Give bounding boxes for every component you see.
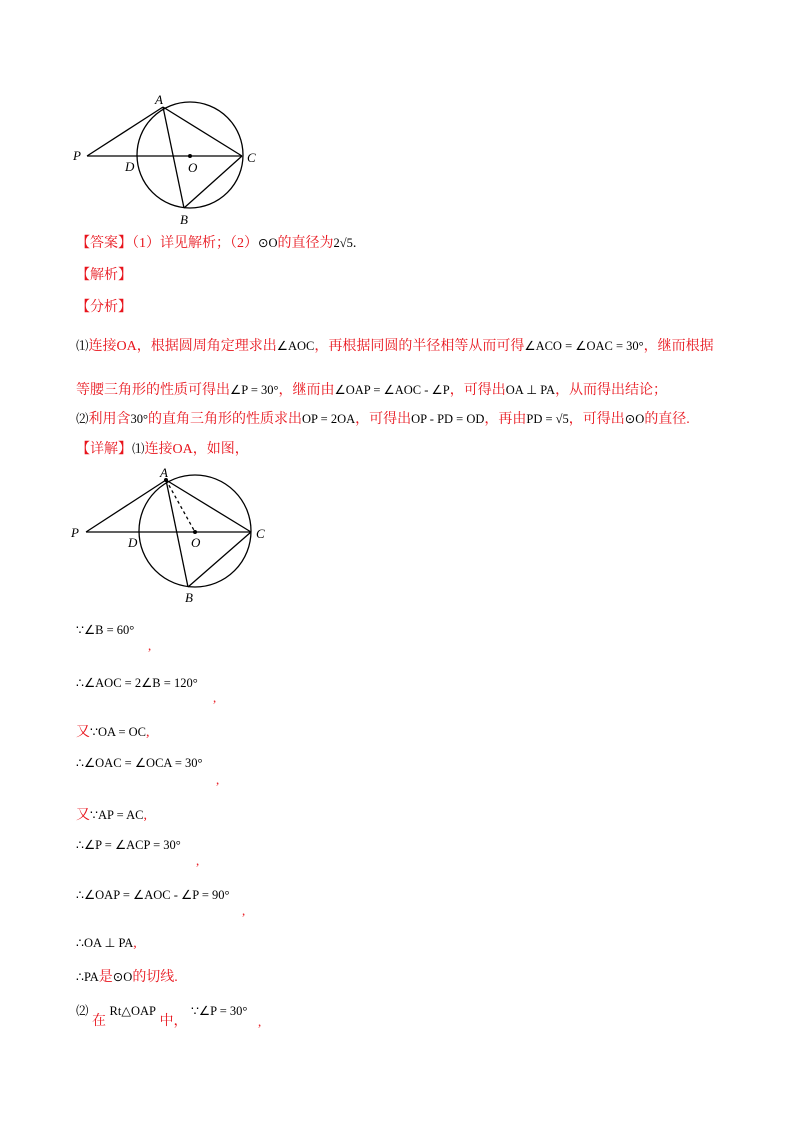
answer-line [76,232,356,252]
step-6-comma: , [196,853,200,868]
analysis-2-text-2: ，继而由 [278,383,335,398]
label-b: B [185,590,193,605]
step-math: ∴∠OAC = ∠OCA = 30° [76,756,203,770]
analysis-3-text-4: ，再由 [484,412,527,427]
part2-text-2: 中， [159,1014,188,1029]
analysis-3-text-2: 的直角三角形的性质求出 [148,412,303,427]
analysis-1-number: ⑴ [76,339,89,353]
figure-2 [68,465,268,605]
center-point [188,154,192,158]
analysis-2-text-3: ，可得出 [449,383,506,398]
conclusion-text-1: 是 [98,970,113,985]
step-2-comma: , [213,690,217,705]
step-math: ∵∠B = 60° [76,623,135,637]
line-pa [86,480,166,532]
analysis-3-text-6: 的直径. [644,412,690,427]
step-math: ∴∠P = ∠ACP = 30° [76,838,181,852]
part2-math-2: ∵∠P = 30° [190,1004,248,1018]
jiexi-tag: 【解析】 [76,268,132,283]
analysis-3-math-3: OP - PD = OD [411,412,485,426]
step-6 [76,837,181,854]
step-math: ∴∠AOC = 2∠B = 120° [76,676,198,690]
analysis-1-math-1: ∠AOC [276,339,315,353]
analysis-1-text-3: ，继而根据 [643,339,714,354]
label-c: C [247,150,256,165]
answer-text-1: （1）详见解析；（2） [132,236,258,251]
step-3 [76,721,149,741]
circle-symbol-icon: ⊙ [624,412,636,426]
step-math: ∴∠OAP = ∠AOC - ∠P = 90° [76,888,230,902]
analysis-2-math-3: OA ⊥ PA [505,383,556,397]
step-suffix: , [143,808,147,823]
center-point [193,530,197,534]
analysis-line-3 [76,408,690,428]
step-7 [76,887,230,904]
detail-number: ⑴ [132,442,145,456]
step-math: ∵AP = AC [90,808,144,822]
label-o: O [188,160,198,175]
part2-number: ⑵ [76,1004,89,1018]
geometry-diagram-1 [70,92,260,228]
step-prefix: 又 [76,725,90,740]
answer-value: 2√5 [333,236,353,250]
circle-name: O [123,970,133,984]
circle-symbol-icon: ⊙ [258,236,269,250]
detail-text: 连接OA，如图， [144,442,249,457]
label-p: P [71,525,79,540]
label-a: A [160,465,168,480]
analysis-2-text-1: 等腰三角形的性质可得出 [76,383,230,398]
circle-name: O [635,412,645,426]
line-ac [166,480,251,532]
line-ab [166,480,188,587]
step-math: ∵OA = OC [90,725,146,739]
line-ac [163,107,242,156]
analysis-1-text-2: ，再根据同圆的半径相等从而可得 [314,339,525,354]
answer-text-2: 的直径为 [277,236,334,251]
step-2 [76,675,198,692]
analysis-3-number: ⑵ [76,412,89,426]
analysis-3-text-1: 利用含 [88,412,131,427]
step-4 [76,755,203,772]
step-4-comma: , [216,772,220,787]
analysis-line-2 [76,379,667,399]
label-d: D [128,535,138,550]
detail-line [76,438,249,458]
analysis-1-text-1: 连接OA，根据圆周角定理求出 [88,339,277,354]
step-1-comma: , [148,638,152,653]
figure-1 [70,92,260,228]
analysis-3-math-1: 30° [130,412,149,426]
part2-text-1: 在 [92,1014,107,1029]
step-1 [76,622,134,639]
step-suffix: , [145,725,150,740]
analysis-3-math-4: PD = √5 [526,412,569,426]
part2-line [76,1000,248,1029]
label-o: O [191,535,201,550]
label-b: B [180,212,188,227]
analysis-2-math-2: ∠OAP = ∠AOC - ∠P [334,383,450,397]
step-suffix: , [133,936,137,951]
circle-name: O [268,236,278,250]
step-8 [76,935,137,952]
analysis-2-text-4: ，从而得出结论； [555,383,668,398]
line-ab [163,107,184,208]
answer-tag: 【答案】 [76,236,132,251]
step-5 [76,804,147,824]
analysis-3-text-5: ，可得出 [568,412,625,427]
label-p: P [73,148,81,163]
line-oa-dashed [166,480,195,532]
geometry-diagram-2 [68,465,268,605]
conclusion-line [76,966,178,986]
part2-math-1: Rt△OAP [109,1004,156,1018]
label-a: A [155,92,163,107]
line-pa [87,107,163,156]
step-math: ∴OA ⊥ PA [76,936,134,950]
detail-tag: 【详解】 [76,442,132,457]
analysis-1-math-2: ∠ACO = ∠OAC = 30° [524,339,644,353]
analysis-2-math-1: ∠P = 30° [230,383,279,397]
part2-comma: , [258,1014,262,1029]
analysis-3-text-3: ，可得出 [355,412,412,427]
analysis-3-math-2: OP = 2OA [302,412,356,426]
circle-symbol-icon: ⊙ [112,970,124,984]
conclusion-text-2: 的切线. [132,970,178,985]
analysis-line-1 [76,335,714,355]
label-c: C [256,526,265,541]
label-d: D [125,159,135,174]
fenxi-tag: 【分析】 [76,300,132,315]
step-7-comma: , [242,903,246,918]
answer-end: . [352,236,357,251]
step-prefix: 又 [76,808,90,823]
conclusion-math: ∴PA [76,970,99,984]
